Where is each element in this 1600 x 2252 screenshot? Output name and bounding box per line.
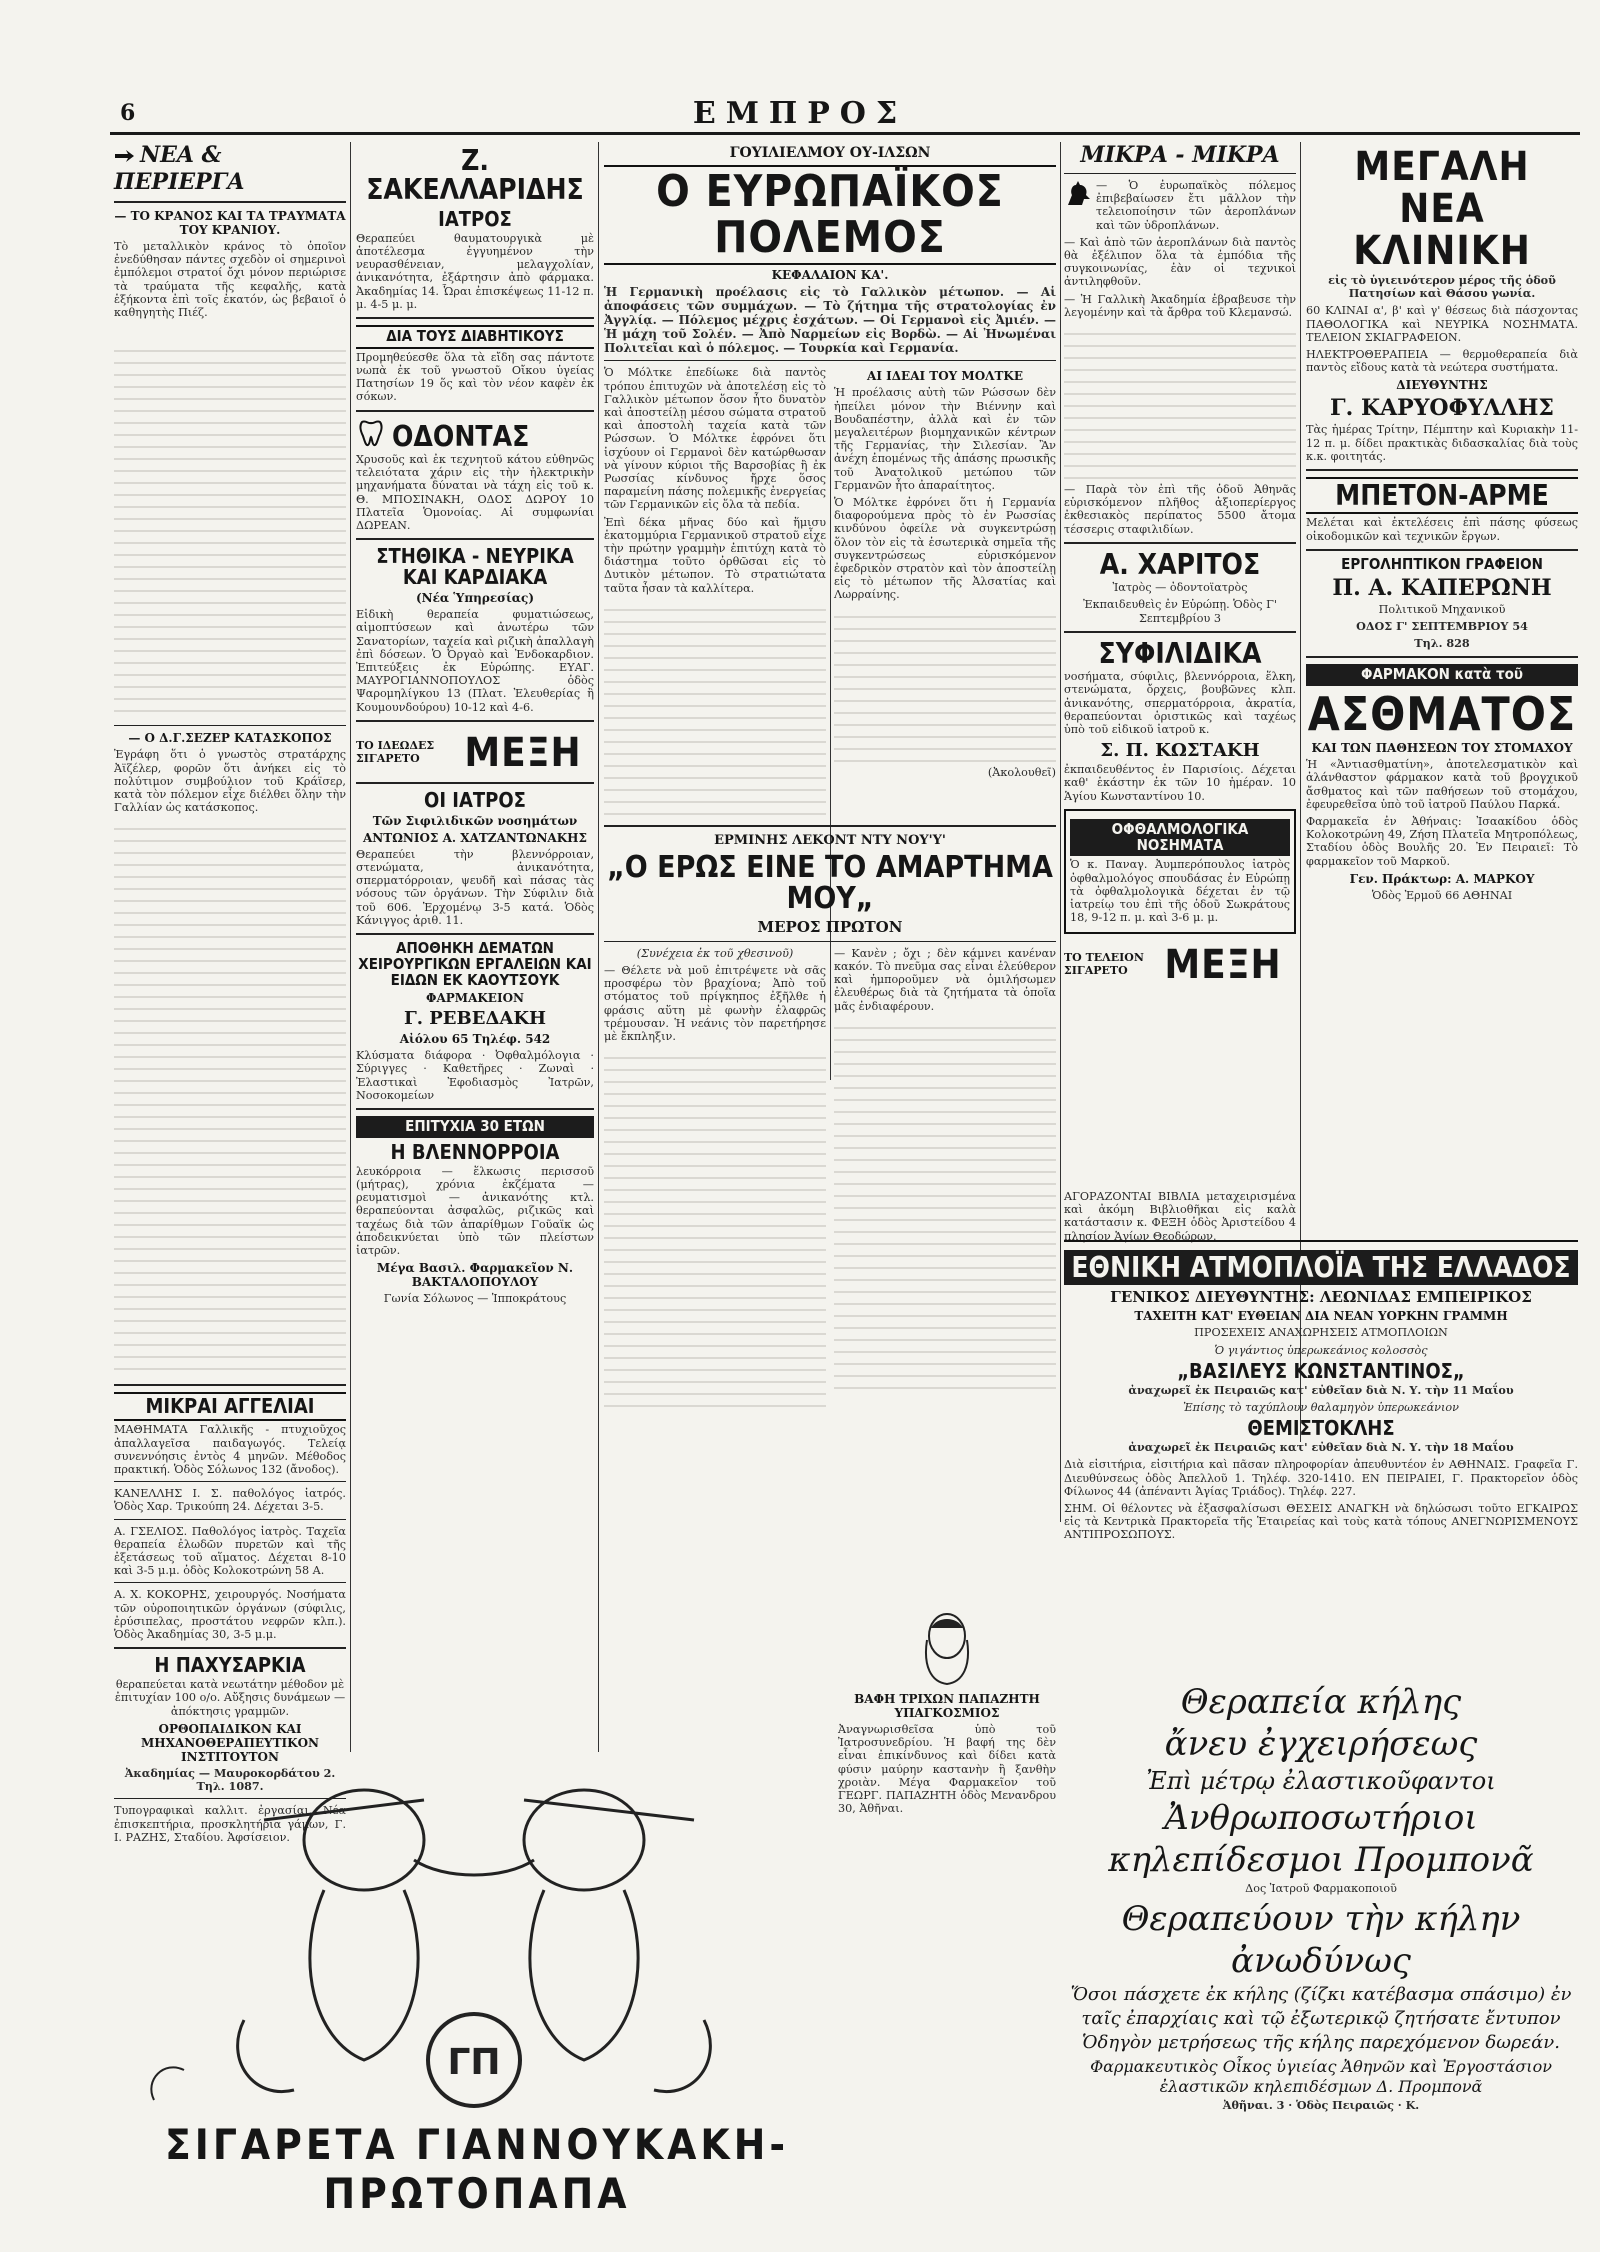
tooth-icon bbox=[356, 418, 386, 452]
shipping-director: ΓΕΝΙΚΟΣ ΔΙΕΥΘΥΝΤΗΣ: ΛΕΩΝΙΔΑΣ ΕΜΠΕΙΡΙΚΟΣ bbox=[1110, 1288, 1532, 1307]
serial-text: — Θέλετε νὰ μοῦ ἐπιτρέψετε νὰ σᾶς προσφέρω τὸν βραχίονα; Ἀπὸ τοῦ στόματος τοῦ πρίγκηπος ἐξῆλθε ἡ φράσις αὕτη μὲ φωνὴν ἐλαφρῶς τρέμουσαν. Ἡ νεάνις τὸν παρετήρησε μὲ ἔκπληξιν. bbox=[604, 964, 826, 1044]
success-banner: ΕΠΙΤΥΧΙΑ 30 ΕΤΩΝ bbox=[356, 1116, 594, 1138]
column-small-news bbox=[1064, 142, 1296, 1182]
divider bbox=[1064, 173, 1296, 174]
divider bbox=[356, 933, 594, 935]
gonorrhea-address: Γωνία Σόλωνος — Ἱπποκράτους bbox=[383, 1292, 567, 1306]
divider bbox=[1064, 631, 1296, 633]
war-text: Ἐπὶ δέκα μῆνας δύο καὶ ἥμισυ ἑκατομμύρια Γερμανικοῦ στρατοῦ εἶχε τὴν πρώτην γραμμὴν ἐπιτύχη κατὰ τὸ διάστημα τοῦτο ὀρθῶσαι εἰς τὸ Δυτικὸν μέτωπον. Τὸ στρατιώτατα ταῦτα ἦσαν τὰ καλλίτερα. bbox=[604, 515, 826, 595]
venereal-doctor: ΑΝΤΩΝΙΟΣ Α. ΧΑΤΖΑΝΤΩΝΑΚΗΣ bbox=[363, 830, 587, 845]
divider bbox=[604, 941, 1056, 942]
surgical-head: ΑΠΟΘΗΚΗ ΔΕΜΑΤΩΝ ΧΕΙΡΟΥΡΓΙΚΩΝ ΕΡΓΑΛΕΙΩΝ ΚΑΙ ΕΙΔΩΝ ΕΚ ΚΑΟΥΤΣΟΥΚ bbox=[358, 939, 592, 989]
director-text: Τὰς ἡμέρας Τρίτην, Πέμπτην καὶ Κυριακὴν 11-12 π. μ. δίδει πρακτικὰς διδασκαλίας διὰ τοὺς κ.κ. φοιτητάς. bbox=[1306, 423, 1578, 463]
classified-ad: Α. Χ. ΚΟΚΟΡΗΣ, χειρουργός. Νοσήματα τῶν οὐροποιητικῶν ὀργάνων (σύφιλις, ἐρύσιπελας, προστάτου νεφρῶν κλπ.). Ὁδὸς Ἀκαδημίας 30, 3-5 μ.μ. bbox=[114, 1588, 346, 1642]
printing-ad: Τυπογραφικαὶ καλλιτ. ἐργασίαι. Νέα ἐπισκεπτήρια, προσκλητήρια γάμων, Γ. Ι. ΡΑΖΗΣ, Σταδίου. Ἀφσίσειον. bbox=[114, 1804, 346, 1844]
chest-sub: (Νέα Ὑπηρεσίας) bbox=[415, 591, 535, 606]
article-body: Τὸ μεταλλικὸν κράνος τὸ ὁποῖον ἐνεδύθησαν πάντες σχεδὸν οἱ σημερινοὶ ἐμπόλεμοι στρατοί ὄχι μόνον περιώρισε τὰ τραύματα τῆς κεφαλῆς, κατὰ ἑξήκοντα ἐπὶ τοῖς ἑκατόν, ὡς βεβαιοῖ ὁ καθηγητὴς Πιέζ. bbox=[114, 240, 346, 320]
hernia-text: Ὅσοι πάσχετε ἐκ κήλης (ζίζκι κατέβασμα σπάσιμο) ἐν ταῖς ἐπαρχίαις καὶ τῷ ἐξωτερικῷ ζητήσατε ἔντυπον Ὁδηγὸν μετρήσεως τῆς κήλης παρεχόμενον δωρεάν. bbox=[1070, 1984, 1572, 2054]
divider bbox=[356, 410, 594, 412]
hernia-address: Ἀθῆναι. 3 · Ὁδὸς Πειραιῶς · Κ. bbox=[1222, 2098, 1420, 2113]
concrete-text: Μελέται καὶ ἐκτελέσεις ἐπὶ πάσης φύσεως οἰκοδομικῶν καὶ τεχνικῶν ἔργων. bbox=[1306, 516, 1578, 543]
shipping-head: ΕΘΝΙΚΗ ΑΤΜΟΠΛΟΪΑ ΤΗΣ ΕΛΛΑΔΟΣ bbox=[1064, 1250, 1578, 1285]
text-block bbox=[834, 606, 1056, 766]
divider bbox=[1064, 542, 1296, 544]
divider bbox=[356, 317, 594, 319]
text-block bbox=[834, 1017, 1056, 1397]
mezi-brand: ΜΕΞΗ bbox=[1164, 942, 1282, 989]
serial-left-column bbox=[604, 947, 826, 1407]
concrete-head: ΜΠΕΤΟΝ-ΑΡΜΕ bbox=[1306, 477, 1578, 514]
clinic-head: ΜΕΓΑΛΗ ΝΕΑ ΚΛΙΝΙΚΗ bbox=[1353, 144, 1531, 274]
contractor-title: Πολιτικοῦ Μηχανικοῦ bbox=[1378, 602, 1506, 616]
pharmacy-name: Γ. ΡΕΒΕΔΑΚΗ bbox=[403, 1008, 547, 1030]
war-text: Ὁ Μόλτκε ἐφρόνει ὅτι ἡ Γερμανία διαφορούμενα πρὸς τὸ ἐν Ρωσσίας κινδύνου ὀφείλε νὰ συγκεντρώσῃ ὅλον τὸν εἰς τὰ ἑσωτερικὰ σημεῖα τῆς συγκεντρώσεως εὑρισκόμενον ἐφεδρικὸν στρατὸν καὶ τὸν ἀποστείλῃ εἰς τὸ μέτωπον τῆς Ἀλσατίας καὶ Λωρραίνης. bbox=[834, 496, 1056, 602]
hernia-ad bbox=[1064, 1680, 1578, 2116]
small-news-item: — Ὁ ἐυρωπαϊκὸς πόλεμος ἐπιβεβαίωσεν ἔτι μᾶλλον τὴν τελειοποίησιν τῶν ἀεροπλάνων καὶ τῶν ὑδροπλάνων. bbox=[1096, 179, 1296, 232]
column-rule bbox=[350, 142, 351, 1752]
divider bbox=[356, 538, 594, 540]
asthma-text-2: Φαρμακεῖα ἐν Ἀθήναις: Ἰσαακίδου ὁδὸς Κολοκοτρώνη 49, Ζήση Πλατεῖα Μητροπόλεως, Σταδίου ὁδὸς Βουλῆς 20. Ἐν Πειραιεῖ: Τὸ φαρμακεῖον τοῦ Μαρκοῦ. bbox=[1306, 815, 1578, 868]
shipping-tickets: Διὰ εἰσιτήρια, εἰσιτήρια καὶ πᾶσαν πληροφορίαν ἀπευθυντέον ἐν ΑΘΗΝΑΙΣ. Γραφεῖα Γ. Διευθύνσεως ὁδὸς Ἀπελλοῦ 1. Τηλέφ. 320-1410. ΕΝ ΠΕΙΡΑΙΕΙ, Γ. Πρακτορεῖον ὁδὸς Φίλωνος 44 (ἀπέναντι Ἁγίας Τριάδος). Τηλέφ. 227. bbox=[1064, 1458, 1578, 1498]
hair-dye-text: Ἀναγνωρισθεῖσα ὑπὸ τοῦ Ἰατροσυνεδρίου. Ἡ βαφή της δὲν εἶναι ἐπικίνδυνος καὶ δίδει κατὰ φύσιν μαύρην καστανὴν ἢ ξανθὴν χροιὰν. Μέγα Φαρμακεῖον τοῦ ΓΕΩΡΓ. ΠΑΠΑΖΗΤΗ ὁδὸς Μενανδρου 30, Ἀθῆναι. bbox=[838, 1723, 1056, 1816]
classifieds-head: ΜΙΚΡΑΙ ΑΓΓΕΛΙΑΙ bbox=[114, 1392, 346, 1421]
asthma-head: ΑΣΘΜΑΤΟΣ bbox=[1307, 686, 1577, 741]
rooster-icon bbox=[1064, 179, 1092, 236]
venereal-sub: Τῶν Σιφιλιδικῶν νοσημάτων bbox=[372, 813, 578, 828]
divider bbox=[1306, 549, 1578, 551]
hernia-line-1: Θεραπεία κήλης bbox=[1180, 1682, 1462, 1722]
divider bbox=[114, 1384, 346, 1386]
serial-right-column bbox=[834, 947, 1056, 1407]
institute-name: ΟΡΘΟΠΑΙΔΙΚΟΝ ΚΑΙ ΜΗΧΑΝΟΘΕΡΑΠΕΥΤΙΚΟΝ ΙΝΣΤΙΤΟΥΤΟΝ bbox=[140, 1721, 320, 1764]
text-block bbox=[604, 1047, 826, 1407]
serial-text: — Κανὲν ; ὄχι ; δὲν κάμνει κανέναν κακόν. Τὸ πνεῦμα σας εἶναι ἐλεύθερον καὶ ἡμποροῦμεν νὰ ὁμιλήσωμεν ἐλευθέρως διὰ τὰ ζητήματα τὰ ὁποῖα μᾶς ἐνδιαφέρουν. bbox=[834, 946, 1056, 1013]
cigarette-cartoon bbox=[114, 1760, 840, 2120]
shipping-note: ΣΗΜ. Οἱ θέλοντες νὰ ἐξασφαλίσωσι ΘΕΣΕΙΣ ΑΝΑΓΚΗ νὰ δηλώσωσι τοῦτο ΕΓΚΑΙΡΩΣ εἰς τὰ Κεντρικὰ Πρακτορεῖα τῆς Ἑταιρείας καὶ τοὺς κατὰ τόπους ΑΝΕΓΝΩΡΙΣΜΕΝΟΥΣ ΑΝΤΙΠΡΟΣΩΠΟΥΣ. bbox=[1064, 1502, 1578, 1542]
text-block bbox=[604, 599, 826, 819]
doctor-name: Ζ. ΣΑΚΕΛΛΑΡΙΔΗΣ bbox=[366, 144, 584, 207]
column-clinic bbox=[1306, 142, 1578, 1232]
teeth-head: ΟΔΟΝΤΑΣ bbox=[392, 419, 530, 453]
top-rule bbox=[110, 132, 1580, 135]
serial-part: ΜΕΡΟΣ ΠΡΩΤΟΝ bbox=[757, 917, 903, 936]
pharmacy-address: Αἰόλου 65 Τηλέφ. 542 bbox=[399, 1032, 551, 1047]
institute-address: Ἀκαδημίας — Μαυροκορδάτου 2. Τηλ. 1087. bbox=[124, 1765, 336, 1794]
hernia-maker: Δος Ἰατροῦ Φαρμακοποιοῦ bbox=[1245, 1882, 1397, 1895]
hair-dye-ad bbox=[838, 1600, 1056, 1819]
article-title: — ΤΟ ΚΡΑΝΟΣ ΚΑΙ ΤΑ ΤΡΑΥΜΑΤΑ ΤΟΥ ΚΡΑΝΙΟΥ. bbox=[114, 209, 346, 237]
small-news-item: — Παρὰ τὸν ἐπὶ τῆς ὁδοῦ Ἀθηνᾶς εὑρισκόμενον πλῆθος ἀξιοπερίεργος ἐκθεσιακὸς περίπατος 5500 ἄτομα τέσσερις σταφιλιδίων. bbox=[1064, 483, 1296, 536]
syphilis-text: νοσήματα, σύφιλις, βλεννόρροια, ἕλκη, στενώματα, ὄρχεις, βουβῶνες κλπ. ἀνικανότης, σπερματόρροια, ἀκρατία, θεραπεύονται ὁριστικῶς καὶ ταχέως ὑπὸ τοῦ εἰδικοῦ ἰατροῦ κ. bbox=[1064, 670, 1296, 737]
asthma-address: Ὁδὸς Ἑρμοῦ 66 ΑΘΗΝΑΙ bbox=[1371, 888, 1513, 902]
syphilis-doctor: Σ. Π. ΚΩΣΤΑΚΗ bbox=[1100, 740, 1260, 762]
small-news-item: — Ἡ Γαλλικὴ Ἀκαδημία ἐβραβευσε τὴν λεγομένην καὶ τὰ ἄρθρα τοῦ Κλεμανσώ. bbox=[1064, 292, 1296, 319]
shipping-ad bbox=[1064, 1240, 1578, 1546]
cartoon-caption: ΣΙΓΑΡΕΤΑ ΓΙΑΝΝΟΥΚΑΚΗ-ΠΡΩΤΟΠΑΠΑ bbox=[164, 2120, 790, 2218]
ship1-date: ἀναχωρεῖ ἐκ Πειραιῶς κατ' εὐθεῖαν διὰ Ν. Υ. τὴν 11 Μαΐου bbox=[1128, 1382, 1514, 1397]
shipping-line: ΤΑΧΕΙΤΗ ΚΑΤ' ΕΥΘΕΙΑΝ ΔΙΑ ΝΕΑΝ ΥΟΡΚΗΝ ΓΡΑΜΜΗ bbox=[1134, 1309, 1508, 1324]
contractor-phone: Τηλ. 828 bbox=[1414, 635, 1470, 650]
hernia-line-2: ἄνευ ἐγχειρήσεως bbox=[1164, 1724, 1478, 1764]
ship2-name: ΘΕΜΙΣΤΟΚΛΗΣ bbox=[1247, 1416, 1395, 1441]
article-body: Ἐγράφη ὅτι ὁ γνωστὸς στρατάρχης Ἀϊζέλερ, φορῶν ὅτι ἀνήκει εἰς τὸ πολύτιμον συμβούλιον τοῦ Κράϊσερ, κατὰ τὸν πόλεμον εἶχε διέλθει ὅλην τὴν Γαλλίαν ὡς κατάσκοπος. bbox=[114, 748, 346, 815]
ship1-intro: Ὁ γιγάντιος ὑπερωκεάνιος κολοσσὸς bbox=[1214, 1343, 1428, 1357]
divider bbox=[356, 1108, 594, 1110]
chest-text: Εἰδικὴ θεραπεία φυματιώσεως, αἱμοπτύσεων καὶ ἀνωτέρω τῶν Σανατορίων, ταχεία καὶ ριζικὴ ἀπαλλαγὴ ἐπὶ δόσεων. Ὁ Ὀργαὸ καὶ Ἐνδοκαρδιον. Ἐπιτεύξεις ἐκ Εὐρώπης. ΕΥΑΓ. ΜΑΥΡΟΓΙΑΝΝΟΠΟΥΛΟΣ ὁδὸς Ψαρομηλίγκου 13 (Πλατ. Ἐλευθερίας ἢ Κουμουνδούρου) 10-12 καὶ 4-6. bbox=[356, 608, 594, 714]
dentist-name: Α. ΧΑΡΙΤΟΣ bbox=[1099, 547, 1261, 581]
hernia-line-7: ἀνωδύνως bbox=[1231, 1941, 1411, 1982]
war-right-column bbox=[834, 366, 1056, 818]
small-news-first bbox=[1064, 179, 1296, 236]
byline: ΓΟΥΙΛΙΕΛΜΟΥ ΟΥ-ΙΛΣΩΝ bbox=[729, 145, 931, 161]
mezi-brand: ΜΕΞΗ bbox=[464, 729, 582, 776]
classified-ad: ΜΑΘΗΜΑΤΑ Γαλλικῆς - πτυχιοῦχος ἀπαλλαγεῖσα παιδαγωγός. Τελείᾳ συνεννόησις ἐντὸς 4 μηνῶν. Μέθοδος πρακτική. Ὁδὸς Σόλωνος 132 (ἄνοδος). bbox=[114, 1423, 346, 1477]
column-news bbox=[114, 142, 346, 1844]
text-block bbox=[114, 340, 346, 720]
chapter: ΚΕΦΑΛΑΙΟΝ ΚΑ'. bbox=[771, 268, 889, 283]
divider bbox=[604, 360, 1056, 361]
column-ads bbox=[356, 142, 594, 1752]
ship2-date: ἀναχωρεῖ ἐκ Πειραιῶς κατ' εὐθεῖαν διὰ Ν. Υ. τὴν 18 Μαΐου bbox=[1128, 1440, 1514, 1455]
contractor-head: ΕΡΓΟΛΗΠΤΙΚΟΝ ΓΡΑΦΕΙΟΝ bbox=[1341, 554, 1543, 573]
diabetic-head: ΔΙΑ ΤΟΥΣ ΔΙΑΒΗΤΙΚΟΥΣ bbox=[356, 325, 594, 349]
divider bbox=[356, 782, 594, 784]
books-text: ΑΓΟΡΑΖΟΝΤΑΙ ΒΙΒΛΙΑ μεταχειρισμένα καὶ ἀκόμη Βιβλιοθῆκαι εἰς καλὰ κατάστασιν κ. ΦΕΞΗ ὁδὸς Ἀριστείδου 4 πλησίον Ἁγίων Θεοδώρων. bbox=[1064, 1190, 1296, 1243]
serial-note: (Συνέχεια ἐκ τοῦ χθεσινοῦ) bbox=[636, 946, 794, 960]
contractor-name: Π. Α. ΚΑΠΕΡΩΝΗ bbox=[1332, 574, 1552, 601]
war-headline: Ο ΕΥΡΩΠΑΪΚΟΣ ΠΟΛΕΜΟΣ bbox=[604, 165, 1056, 265]
mezi-ad bbox=[1064, 940, 1296, 988]
mezi-label: ΤΟ ΤΕΛΕΙΟΝ ΣΙΓΑΡΕΤΟ bbox=[1064, 951, 1144, 978]
ophthalmology-box bbox=[1064, 809, 1296, 935]
asthma-agent: Γεν. Πράκτωρ: Α. ΜΑΡΚΟΥ bbox=[1349, 871, 1535, 886]
hernia-line-4: Ἀνθρωποσωτήριοι bbox=[1164, 1798, 1478, 1838]
war-left-column bbox=[604, 366, 826, 818]
chapter-summary: Ἡ Γερμανικὴ προέλασις εἰς τὸ Γαλλικὸν μέτωπον. — Αἱ ἀποφάσεις τῶν συμμάχων. — Τὸ ζήτημα τῆς στρατολογίας ἐν Ἀγγλίᾳ. — Πόλεμος μέχρις ἐσχάτων. — Οἱ Γερμανοὶ εἰς Ἀμιέν. — Ἡ μάχη τοῦ Σολέν. — Ἀπὸ Ναρμείων εἰς Βορδὼ. — Αἱ Ἠνωμέναι Πολιτεῖαι καὶ ὁ πόλεμος. — Τουρκία καὶ Γερμανία. bbox=[604, 285, 1056, 356]
hernia-line-3: Ἐπὶ μέτρῳ ἐλαστικοῦφαντοι bbox=[1146, 1767, 1496, 1795]
venereal-head: ΟΙ ΙΑΤΡΟΣ bbox=[424, 787, 526, 812]
divider bbox=[356, 720, 594, 722]
divider bbox=[114, 201, 346, 203]
divider bbox=[1306, 469, 1578, 471]
ophthalmology-head: ΟΦΘΑΛΜΟΛΟΓΙΚΑ ΝΟΣΗΜΑΤΑ bbox=[1070, 819, 1290, 857]
teeth-ad bbox=[356, 418, 594, 453]
ship2-intro: Ἐπίσης τὸ ταχύπλουν θαλαμηγὸν ὑπερωκεάνιον bbox=[1183, 1401, 1459, 1414]
column-rule bbox=[1060, 142, 1061, 1522]
article-title: — Ο Δ.Γ.ΣΕΖΕΡ ΚΑΤΑΣΚΟΠΟΣ bbox=[128, 731, 332, 746]
continued-note: (Ἀκολουθεῖ) bbox=[987, 765, 1056, 779]
small-news-head: ΜΙΚΡΑ - ΜΙΚΡΑ bbox=[1080, 142, 1280, 168]
diabetic-text: Προμηθεύεσθε ὅλα τὰ εἴδη σας πάντοτε νωπὰ ἐκ τοῦ γνωστοῦ Οἴκου ὑγείας Πατησίων 19 ὅς καὶ τὸν νέον καφὲν ἐκ σόκων. bbox=[356, 350, 594, 404]
war-text: Ἡ προέλασις αὐτὴ τῶν Ρώσσων δὲν ἠπείλει μόνον τὴν Βιέννην καὶ Βουδαπέστην, ἀλλὰ καὶ ἐν τῶν μεγαλειτέρων βιομηχανικῶν κέντρων τῆς Γερμανίας, τὴν Σιλεσίαν. Ἂν ἀνέχη ἐπομένως τῆς ἀπάσης πρωσικῆς τοῦ Ἀνατολικοῦ μετώπου τῶν Γερμανῶν ἦτο ἀπαραίτητος. bbox=[834, 386, 1056, 492]
hair-dye-head: ΒΑΦΗ ΤΡΙΧΩΝ ΠΑΠΑΖΗΤΗ ΥΠΑΓΚΟΣΜΙΟΣ bbox=[854, 1692, 1040, 1720]
divider bbox=[114, 1582, 346, 1583]
divider bbox=[114, 1519, 346, 1520]
woman-portrait-icon bbox=[917, 1606, 977, 1686]
shipping-line-sub: ΠΡΟΣΕΧΕΙΣ ΑΝΑΧΩΡΗΣΕΙΣ ΑΤΜΟΠΛΟΙΩΝ bbox=[1194, 1326, 1448, 1340]
pharmacy-label: ΦΑΡΜΑΚΕΙΟΝ bbox=[426, 991, 524, 1006]
chest-head: ΣΤΗΘΙΚΑ - ΝΕΥΡΙΚΑ ΚΑΙ ΚΑΡΔΙΑΚΑ bbox=[376, 544, 574, 590]
hernia-line-5: κηλεπίδεσμοι Προμπονᾶ bbox=[1108, 1840, 1534, 1880]
books-ad bbox=[1064, 1190, 1296, 1247]
venereal-text: Θεραπεύει τὴν βλεννόρροιαν, στενώματα, ἀνικανότητα, σπερματόρροιαν, ψευδῆ καὶ πάσας τὰς νόσους τῶν ὀργάνων. Τὴν Σύφιλιν διὰ τοῦ 606. Ἐρχομένῳ 3-5 κατά. Ὁδὸς Κάνιγγος ἀριθ. 11. bbox=[356, 847, 594, 927]
small-news-item: — Καὶ ἀπὸ τῶν ἀεροπλάνων διὰ παντὸς θὰ ἐξέλιπον ὅλα τὰ ἐμπόδια τῆς συγκοινωνίας, ἐὰν οἱ τεχνικοὶ ἀντιληφθοῦν. bbox=[1064, 235, 1296, 289]
pharmacy-list: Κλύσματα διάφορα · Ὀφθαλμόλογια · Σύριγγες · Καθετῆρες · Ζωναὶ · Ἐλαστικαὶ Ἐφοδιασμὸς Ἰατρῶν, Νοσοκομείων bbox=[356, 1049, 594, 1102]
syphilis-doctor-text: ἐκπαιδευθέντος ἐν Παρισίοις. Δέχεται καθ' ἑκάστην ἐκ τῶν 10 ἡμέραν. 10 Ἁγίου Κωνσταντίνου 10. bbox=[1064, 763, 1296, 803]
obesity-ad-text: θεραπεύεται κατὰ νεωτάτην μέθοδον μὲ ἐπιτυχίαν 100 ο/ο. Αὔξησις δυνάμεων — ἀπόκτησις γραμμῶν. bbox=[114, 1678, 346, 1718]
dentist-title: Ἰατρὸς — ὀδοντοϊατρὸς bbox=[1112, 581, 1248, 595]
doctor-title: ΙΑΤΡΟΣ bbox=[438, 206, 512, 231]
clinic-electro: ΗΛΕΚΤΡΟΘΕΡΑΠΕΙΑ — θερμοθεραπεία διὰ παντὸς εἴδους κατὰ τὰ νεώτερα συστήματα. bbox=[1306, 348, 1578, 375]
teeth-text: Χρυσοῦς καὶ ἐκ τεχνητοῦ κάτου εὐθηνῶς τελειότατα χάριν εἰς τὴν ἠλεκτρικὴν μηχανήματα δύναται νὰ τάχη εἰς τοῦ κ. Θ. ΜΠΟΣΙΝΑΚΗ, ΟΔΟΣ ΔΩΡΟΥ 10 Πλατεῖα Ὁμονοίας. Αἱ συμφωνίαι ΔΩΡΕΑΝ. bbox=[356, 452, 594, 532]
war-subhead: ΑΙ ΙΔΕΑΙ ΤΟΥ ΜΟΛΤΚΕ bbox=[867, 369, 1023, 384]
text-block bbox=[1064, 323, 1296, 483]
war-text-columns bbox=[604, 366, 1056, 818]
gonorrhea-pharmacy: Μέγα Βασιλ. Φαρμακεῖον Ν. ΒΑΚΤΑΛΟΠΟΥΛΟΥ bbox=[376, 1261, 574, 1290]
ophthalmology-text: Ὁ κ. Παναγ. Ἀυμπερόπουλος ἰατρὸς ὀφθαλμολόγος σπουδάσας ἐν Εὐρώπῃ τὰ ὀφθαλμολογικὰ δέχεται ἐν τῷ ἰατρείῳ του ἐπὶ τῆς ὁδοῦ Σωκράτους 18, 9-12 π. μ. καὶ 3-6 μ. μ. bbox=[1070, 858, 1290, 925]
classified-ad: ΚΑΝΕΛΛΗΣ Ι. Σ. παθολόγος ἰατρός. Ὁδὸς Χαρ. Τρικούπη 24. Δέχεται 3-5. bbox=[114, 1487, 346, 1514]
serial-text-columns bbox=[604, 947, 1056, 1407]
text-block bbox=[114, 818, 346, 1378]
mezi-ad bbox=[356, 728, 594, 776]
clinic-sub: εἰς τὸ ὑγιεινότερον μέρος τῆς ὁδοῦ Πατησίων καὶ Θάσου γωνία. bbox=[1328, 273, 1556, 301]
divider bbox=[114, 1481, 346, 1482]
hernia-footer: Φαρμακευτικὸς Οἶκος ὑγιείας Ἀθηνῶν καὶ Ἐργοστάσιον ἐλαστικῶν κηλεπιδέσμων Δ. Προμπονᾶ bbox=[1090, 2057, 1552, 2097]
divider bbox=[114, 725, 346, 726]
obesity-ad-head: Η ΠΑΧΥΣΑΡΚΙΑ bbox=[154, 1653, 306, 1678]
director-name: Γ. ΚΑΡΥΟΦΥΛΛΗΣ bbox=[1330, 395, 1554, 422]
gonorrhea-head: Η ΒΛΕΝΝΟΡΡΟΙΑ bbox=[390, 1139, 560, 1164]
mezi-label: ΤΟ ΙΔΕΩΔΕΣ ΣΙΓΑΡΕΤΟ bbox=[356, 738, 435, 765]
clinic-text: 60 ΚΛΙΝΑΙ α', β' καὶ γ' θέσεως διὰ πάσχοντας ΠΑΘΟΛΟΓΙΚΑ καὶ ΝΕΥΡΙΚΑ ΝΟΣΗΜΑΤΑ. ΤΕΛΕΙΟΝ ΣΚΙΑΓΡΑΦΕΙΟΝ. bbox=[1306, 304, 1578, 344]
serial-headline: „Ο ΕΡΩΣ ΕΙΝΕ ΤΟ ΑΜΑΡΤΗΜΑ ΜΟΥ„ bbox=[607, 849, 1053, 917]
divider bbox=[604, 825, 1056, 827]
logo-letters: ΓΠ bbox=[447, 2042, 501, 2083]
dentist-address: Ἐκπαιδευθεὶς ἐν Εὐρώπῃ. Ὁδὸς Γ' Σεπτεμβρίου 3 bbox=[1083, 598, 1277, 625]
syphilis-head: ΣΥΦΙΛΙΔΙΚΑ bbox=[1098, 636, 1262, 670]
column-war bbox=[604, 142, 1056, 1552]
column-rule bbox=[598, 142, 599, 1752]
page-number: 6 bbox=[120, 100, 136, 126]
asthma-band: ΦΑΡΜΑΚΟΝ κατὰ τοῦ bbox=[1306, 664, 1578, 686]
hernia-line-6: Θεραπεύουν τὴν κήλην bbox=[1121, 1899, 1521, 1940]
masthead: ΕΜΠΡΟΣ bbox=[692, 96, 908, 131]
cartoon-drawing bbox=[114, 1760, 840, 2120]
divider bbox=[1306, 656, 1578, 658]
war-text: Ὁ Μόλτκε ἐπεδίωκε διὰ παντὸς τρόπου ἐπιτυχῶν νὰ ἀποτελέσῃ εἰς τὸ Γαλλικὸν μέτωπον ὅσον ἦτο δυνατὸν καὶ ἀποστείλῃ μέσου σώματα στρατοῦ καὶ ἀποστολὴ ταχεία κατὰ τῶν Ρώσσων. Ὁ Μόλτκε ἐφρόνει ὅτι ἰσχύουν οἱ Γερμανοὶ δὲν κατώρθωσαν νὰ γίνουν κύριοι τῆς Βαρσοβίας ἢ ἐκ Ρωσσίας κίνδυνος ἤρχε ὅσος παραμείνη πάσης πολεμικῆς ἐνεργείας τῶν Γερμανικῶν εἰς ὅλα τὰ πεδία. bbox=[604, 366, 826, 512]
serial-byline: ΕΡΜΙΝΗΣ ΛΕΚΟΝΤ ΝΤΥ ΝΟΥ'Υ' bbox=[714, 832, 946, 848]
classified-ad: Α. ΓΣΕΛΙΟΣ. Παθολόγος ἰατρὸς. Ταχεῖα θεραπεία ἐλωδῶν πυρετῶν καὶ τῆς ἐξετάσεως τοῦ αἵματος. Δέχεται 8-10 καὶ 3-5 μ.μ. ὁδὸς Κολοκοτρώνη 58 Α. bbox=[114, 1524, 346, 1578]
asthma-sub: ΚΑΙ ΤΩΝ ΠΑΘΗΣΕΩΝ ΤΟΥ ΣΤΟΜΑΧΟΥ bbox=[1311, 741, 1573, 756]
ship1-name: „ΒΑΣΙΛΕΥΣ ΚΩΝΣΤΑΝΤΙΝΟΣ„ bbox=[1177, 1358, 1465, 1383]
gonorrhea-text: λευκόρροια — ἕλκωσις περισσοῦ (μήτρας), χρόνια ἐκζέματα — ρευματισμοὶ — ἀνικανότης κτλ. θεραπεύονται ἀσφαλῶς, ριζικῶς καὶ ταχέως διὰ τῶν ἀπαρίθμων Γοῦαϊκ ὡς ἀποδεικνύεται ὑπὸ τῶν πλείστων ἰατρῶν. bbox=[356, 1164, 594, 1258]
article-body-continued bbox=[114, 323, 346, 336]
contractor-address: ΟΔΟΣ Γ' ΣΕΠΤΕΜΒΡΙΟΥ 54 bbox=[1356, 618, 1528, 633]
director-label: ΔΙΕΥΘΥΝΤΗΣ bbox=[1396, 378, 1488, 393]
divider bbox=[114, 1647, 346, 1649]
pointing-hand-icon bbox=[114, 143, 136, 169]
section-head-news: ΝΕΑ & ΠΕΡΙΕΡΓΑ bbox=[114, 142, 245, 195]
asthma-text: Ἡ «Ἀντιασθματίνη», ἀποτελεσματικὸν καὶ ἀλάνθαστον φάρμακον κατὰ τοῦ βρογχικοῦ ἄσθματος καὶ τῶν παθήσεων τοῦ στομάχου, ἐφευρεθεῖσα ὑπὸ τοῦ ἰατροῦ Παύλου Παρκά. bbox=[1306, 758, 1578, 811]
doctor-text: Θεραπεύει θαυματουργικὰ μὲ ἀποτέλεσμα ἐγγυημένον τὴν νευρασθένειαν, μελαγχολίαν, ἀνικανότητα, ἐξάρτησιν ἀπὸ φάρμακα. Ἀκαδημίας 14. Ὧραι ἐπισκέψεως 11-12 π. μ. 4-5 μ. μ. bbox=[356, 231, 594, 311]
